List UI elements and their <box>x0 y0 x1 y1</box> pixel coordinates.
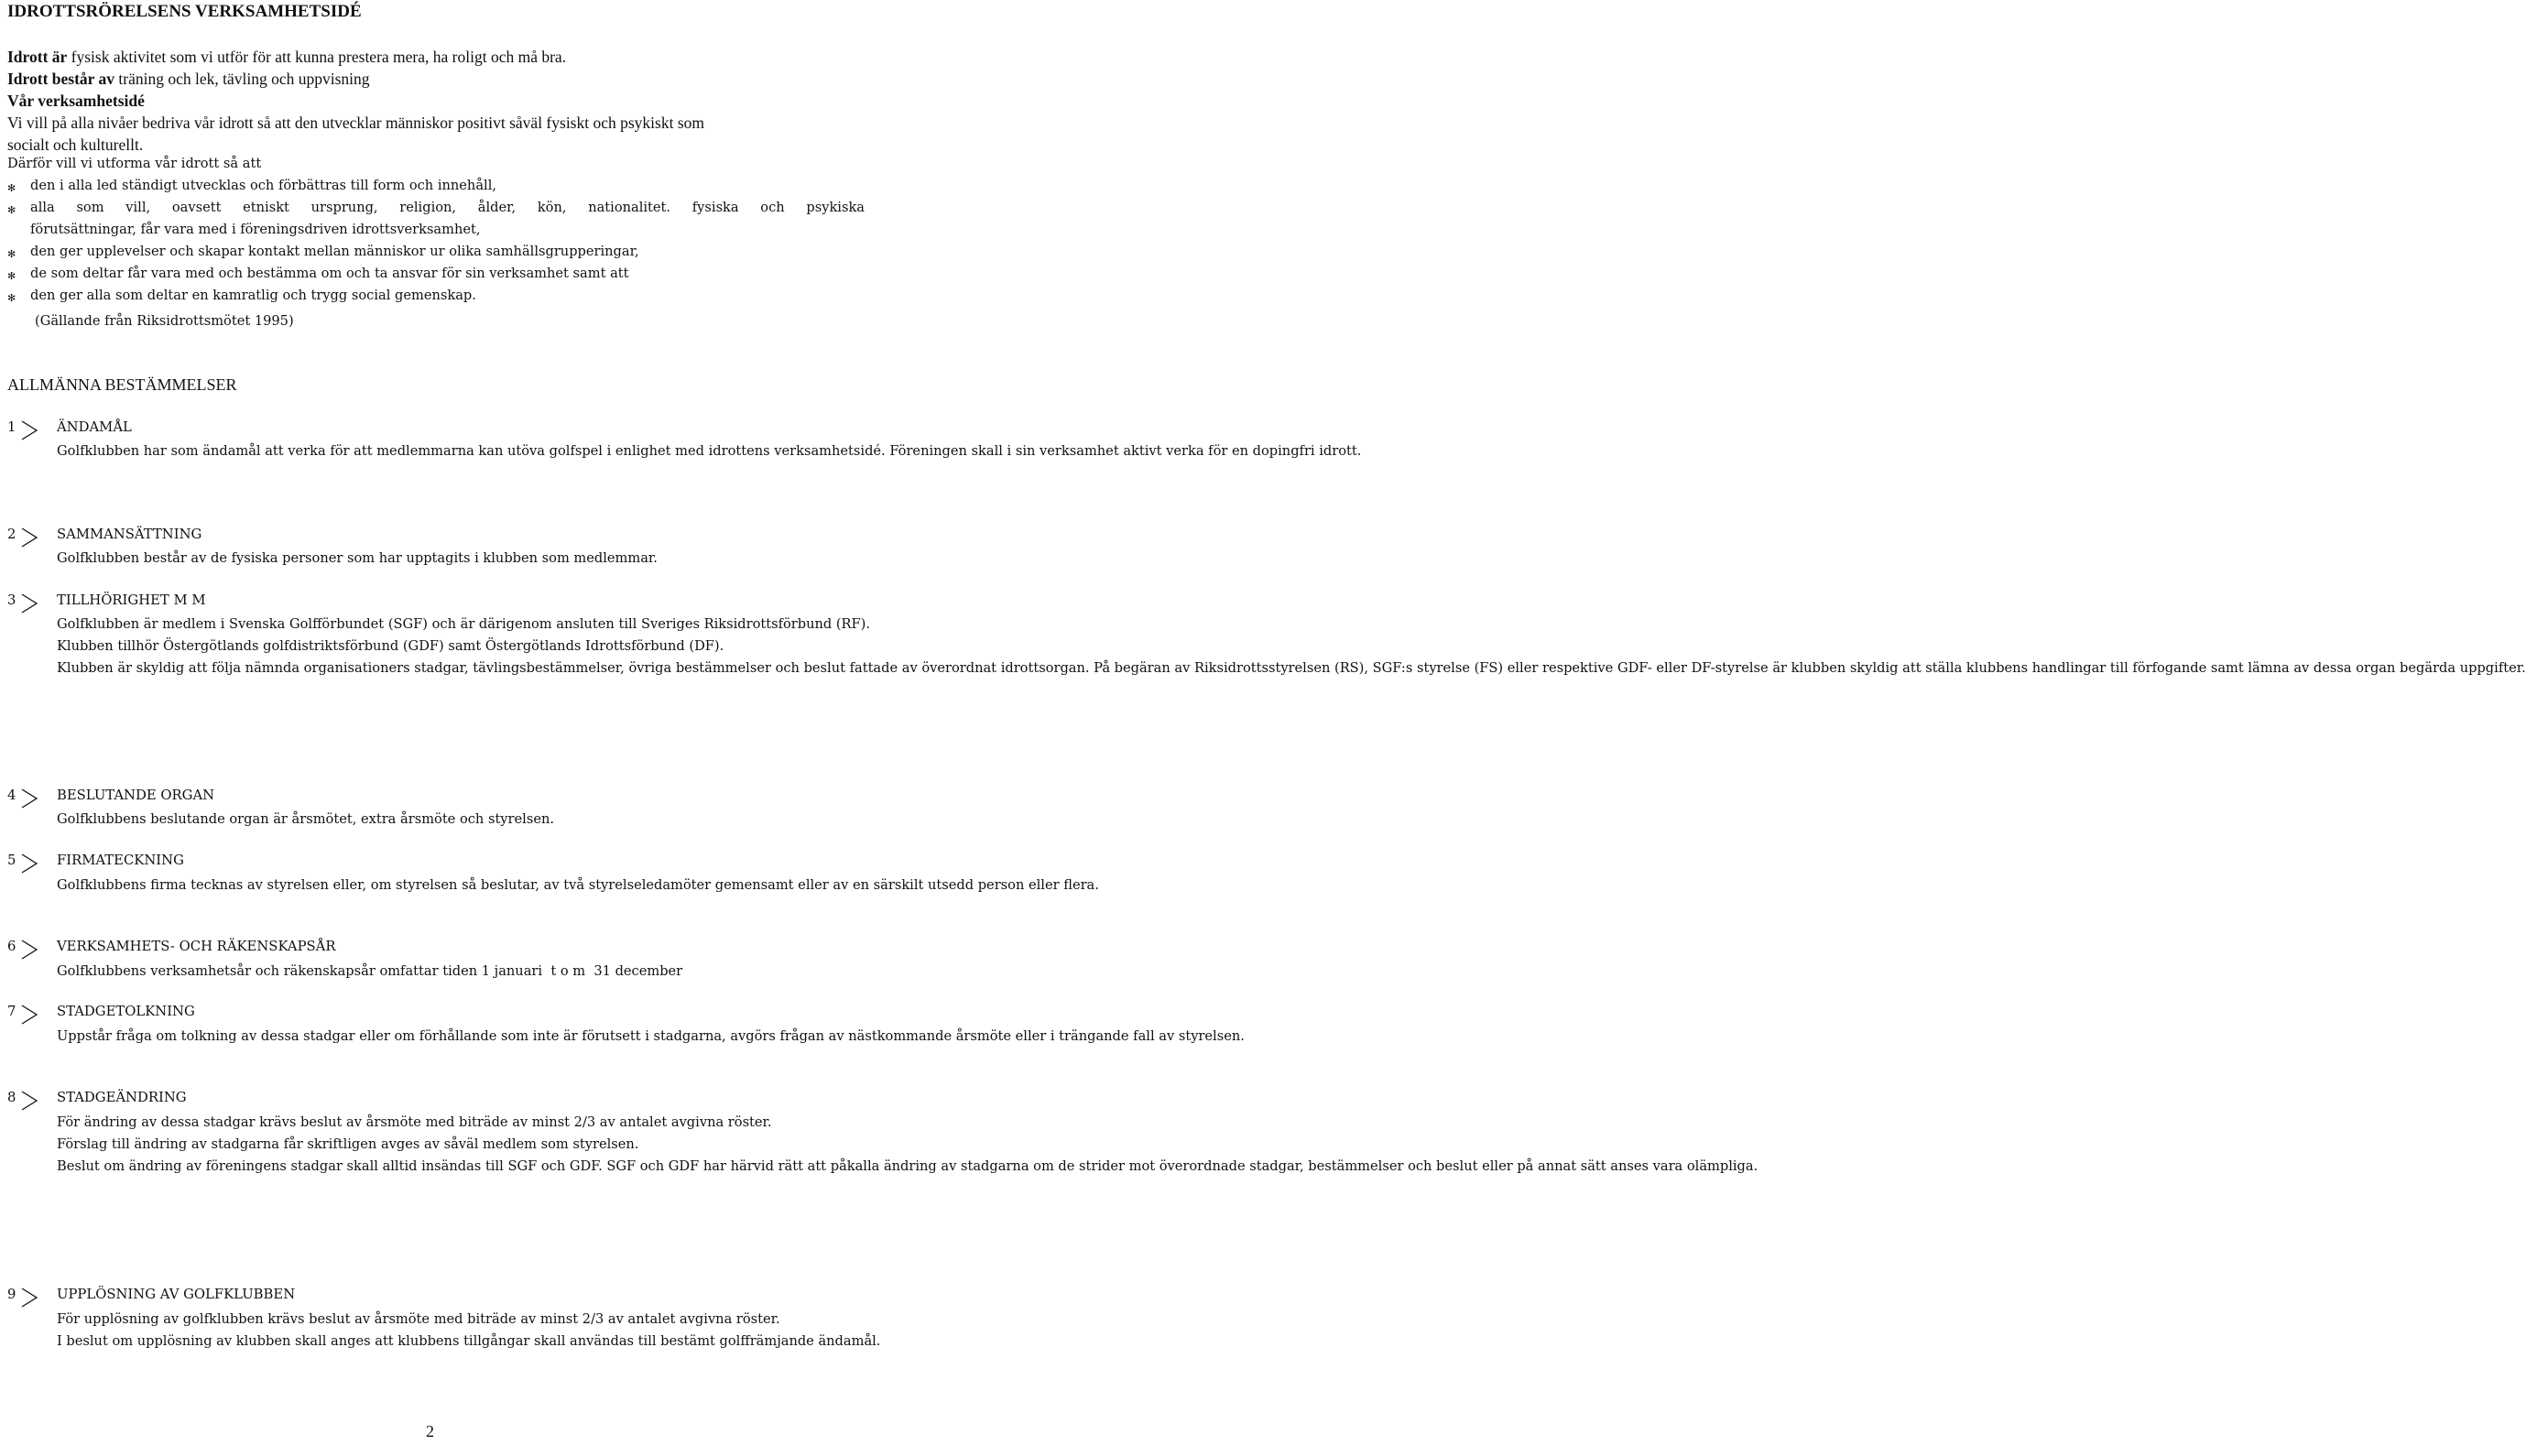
intro-line-5: socialt och kulturellt. <box>7 136 144 154</box>
section-paragraph: Uppstår fråga om tolkning av dessa stadgar eller om förhållande som inte är förutsett i stadgarna, avgörs frågan av nästkommande årsmöte eller i trängande fall av styrelsen. <box>57 1028 1245 1044</box>
section-number: 7 <box>7 1004 16 1019</box>
section-paragraph: Golfklubbens verksamhetsår och räkenskapsår omfattar tiden 1 januari t o m 31 december <box>57 963 683 979</box>
bullet-item: alla som vill, oavsett etniskt ursprung, religion, ålder, kön, nationalitet. fysiska och psykiska <box>30 200 865 215</box>
section-hook-icon <box>18 1092 42 1108</box>
page-number: 2 <box>426 1422 434 1440</box>
section-paragraph: Golfklubbens firma tecknas av styrelsen eller, om styrelsen så beslutar, av två styrelseledamöter gemensamt eller av en särskilt utsedd person eller flera. <box>57 877 1099 893</box>
section-paragraph: Golfklubben har som ändamål att verka för att medlemmarna kan utöva golfspel i enlighet med idrottens verksamhetsidé. Föreningen skall i sin verksamhet aktivt verka för en dopingfri idrott. <box>57 443 1362 459</box>
section-paragraph: Golfklubben består av de fysiska personer som har upptagits i klubben som medlemmar. <box>57 550 658 566</box>
bullet-icon: ✻ <box>7 249 16 260</box>
section-title: BESLUTANDE ORGAN <box>57 788 215 803</box>
section-paragraph: För ändring av dessa stadgar krävs beslut av årsmöte med biträde av minst 2/3 av antalet avgivna röster. <box>57 1114 772 1130</box>
intro-line-3: Vår verksamhetsidé <box>7 92 145 110</box>
section-body <box>57 875 1099 896</box>
intro-line-2: Idrott består av träning och lek, tävling och uppvisning <box>7 70 370 88</box>
section-paragraph: Beslut om ändring av föreningens stadgar skall alltid insändas till SGF och GDF. SGF och GDF har härvid rätt att påkalla ändring av stadgarna om de strider mot överordnade stadgar, bestämmelser och beslut eller på annat sätt anses vara olämpliga. <box>57 1158 1758 1174</box>
bullet-icon: ✻ <box>7 183 16 194</box>
bullet-item: den ger alla som deltar en kamratlig och trygg social gemenskap. <box>30 288 476 303</box>
bullet-item-continuation: förutsättningar, får vara med i föreningsdriven idrottsverksamhet, <box>30 222 481 237</box>
page-heading: IDROTTSRÖRELSENS VERKSAMHETSIDÉ <box>7 2 362 21</box>
section-body <box>57 1026 1245 1048</box>
section-body <box>57 1309 881 1353</box>
section-title: TILLHÖRIGHET M M <box>57 592 206 608</box>
section-body <box>57 961 865 983</box>
bullet-item: den ger upplevelser och skapar kontakt mellan människor ur olika samhällsgrupperingar, <box>30 244 639 259</box>
section-paragraph: Förslag till ändring av stadgarna får skriftligen avges av såväl medlem som styrelsen. <box>57 1136 639 1152</box>
section-title: FIRMATECKNING <box>57 853 184 868</box>
bullet-item: den i alla led ständigt utvecklas och förbättras till form och innehåll, <box>30 178 497 193</box>
bullet-icon: ✻ <box>7 205 16 216</box>
intro-line-4: Vi vill på alla nivåer bedriva vår idrott så att den utvecklar människor positivt såväl fysiskt och psykiskt som <box>7 114 705 132</box>
section-number: 5 <box>7 853 16 868</box>
section-paragraph: Klubben är skyldig att följa nämnda organisationers stadgar, tävlingsbestämmelser, övriga bestämmelser och beslut fattade av överordnat idrottsorgan. På begäran av Riksidrottsstyrelsen (RS), SGF:s styrelse (FS) eller respektive GDF- eller DF-styrelse är klubben skyldig att ställa klubbens handlingar till förfogande samt lämna av dessa organ begärda uppgifter. <box>57 660 2526 676</box>
section-title: SAMMANSÄTTNING <box>57 527 202 542</box>
section-paragraph: Klubben tillhör Östergötlands golfdistriktsförbund (GDF) samt Östergötlands Idrottsförbund (DF). <box>57 638 724 654</box>
bullet-icon: ✻ <box>7 293 16 304</box>
section-hook-icon <box>18 594 42 611</box>
section-body <box>57 1112 1758 1178</box>
section-number: 8 <box>7 1090 16 1105</box>
bullet-icon: ✻ <box>7 271 16 282</box>
section-paragraph: I beslut om upplösning av klubben skall anges att klubbens tillgångar skall användas till bestämt golffrämjande ändamål. <box>57 1333 881 1349</box>
section-number: 4 <box>7 788 16 803</box>
section-paragraph: Golfklubben är medlem i Svenska Golfförbundet (SGF) och är därigenom ansluten till Sveriges Riksidrottsförbund (RF). <box>57 616 870 632</box>
section-paragraph: För upplösning av golfklubben krävs beslut av årsmöte med biträde av minst 2/3 av antalet avgivna röster. <box>57 1311 780 1327</box>
section-number: 2 <box>7 527 16 542</box>
section-hook-icon <box>18 789 42 806</box>
source-note: (Gällande från Riksidrottsmötet 1995) <box>35 313 294 329</box>
section-hook-icon <box>18 940 42 957</box>
section-hook-icon <box>18 854 42 871</box>
allmanna-heading: ALLMÄNNA BESTÄMMELSER <box>7 375 237 394</box>
section-title: VERKSAMHETS- OCH RÄKENSKAPSÅR <box>57 939 336 954</box>
section-number: 3 <box>7 592 16 608</box>
bullet-item: de som deltar får vara med och bestämma om och ta ansvar för sin verksamhet samt att <box>30 266 629 281</box>
section-hook-icon <box>18 1005 42 1022</box>
section-title: STADGEÄNDRING <box>57 1090 187 1105</box>
section-body <box>57 548 865 570</box>
section-title: STADGETOLKNING <box>57 1004 195 1019</box>
section-number: 1 <box>7 419 16 435</box>
section-body <box>57 614 2526 679</box>
section-body <box>57 440 1362 462</box>
section-hook-icon <box>18 421 42 438</box>
section-paragraph: Golfklubbens beslutande organ är årsmötet, extra årsmöte och styrelsen. <box>57 811 554 827</box>
section-number: 6 <box>7 939 16 954</box>
section-title: UPPLÖSNING AV GOLFKLUBBEN <box>57 1287 296 1302</box>
section-title: ÄNDAMÅL <box>57 419 132 435</box>
section-hook-icon <box>18 528 42 545</box>
section-body <box>57 809 865 831</box>
section-hook-icon <box>18 1288 42 1305</box>
intro-lead: Därför vill vi utforma vår idrott så att <box>7 156 262 171</box>
intro-line-1: Idrott är fysisk aktivitet som vi utför för att kunna prestera mera, ha roligt och må bra. <box>7 48 567 66</box>
section-number: 9 <box>7 1287 16 1302</box>
